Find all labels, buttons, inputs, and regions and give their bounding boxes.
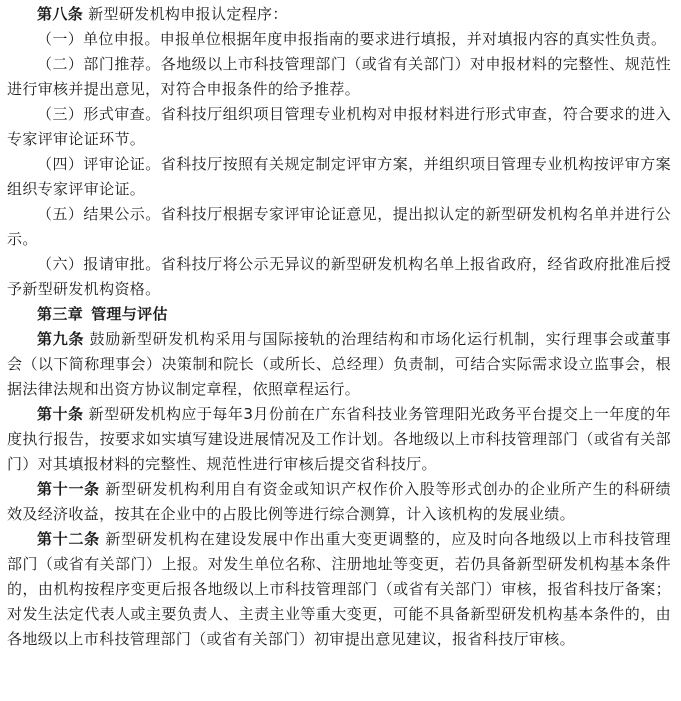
- article-text: 新型研发机构在建设发展中作出重大变更调整的，应及时向各地级以上市科技管理部门（或省有关部门）上报。对发生单位名称、注册地址等变更，若仍具备新型研发机构基本条件的，由机构按程序变更后报各地级以上市科技管理部门（或省有关部门）审核，报省科技厅备案；对发生法定代表人或主要负责人、主责主业等重大变更，可能不具备新型研发机构基本条件的，由各地级以上市科技管理部门（或省有关部门）初审提出意见建议，报省科技厅审核。: [7, 530, 671, 648]
- article-12: [7, 527, 671, 652]
- article-text: 新型研发机构应于每年3月份前在广东省科技业务管理阳光政务平台提交上一年度的年度执行报告，按要求如实填写建设进展情况及工作计划。各地级以上市科技管理部门（或省有关部门）对其填报材料的完整性、规范性进行审核后提交省科技厅。: [7, 405, 671, 473]
- chapter-label: 第三章: [37, 305, 84, 323]
- article-label: 第十一条: [37, 480, 100, 498]
- item-1: （一）单位申报。申报单位根据年度申报指南的要求进行填报，并对填报内容的真实性负责。: [37, 30, 667, 48]
- chapter-title: 管理与评估: [91, 305, 168, 323]
- article-text: 新型研发机构申报认定程序：: [83, 5, 288, 23]
- item-6: （六）报请审批。省科技厅将公示无异议的新型研发机构名单上报省政府，经省政府批准后授予新型研发机构资格。: [7, 255, 671, 298]
- article-11: [7, 477, 671, 527]
- chapter-heading: [7, 302, 671, 327]
- article-10: [7, 402, 671, 477]
- article-label: 第十二条: [37, 530, 100, 548]
- article-text: 鼓励新型研发机构采用与国际接轨的治理结构和市场化运行机制，实行理事会或董事会（以下简称理事会）决策制和院长（或所长、总经理）负责制，可结合实际需求设立监事会，根据法律法规和出资方协议制定章程，依照章程运行。: [7, 330, 671, 398]
- item-5: （五）结果公示。省科技厅根据专家评审论证意见，提出拟认定的新型研发机构名单并进行公示。: [7, 205, 671, 248]
- item-2: （二）部门推荐。各地级以上市科技管理部门（或省有关部门）对申报材料的完整性、规范性进行审核并提出意见，对符合申报条件的给予推荐。: [7, 55, 671, 98]
- item-4: （四）评审论证。省科技厅按照有关规定制定评审方案，并组织项目管理专业机构按评审方案组织专家评审论证。: [7, 155, 671, 198]
- article-label: 第八条: [37, 5, 84, 23]
- article-label: 第十条: [37, 405, 84, 423]
- article-label: 第九条: [37, 330, 85, 348]
- article-9: [7, 327, 671, 402]
- article-8: [7, 2, 671, 27]
- item-3: （三）形式审查。省科技厅组织项目管理专业机构对申报材料进行形式审查，符合要求的进入专家评审论证环节。: [7, 105, 671, 148]
- article-text: 新型研发机构利用自有资金或知识产权作价入股等形式创办的企业所产生的科研绩效及经济收益，按其在企业中的占股比例等进行综合测算，计入该机构的发展业绩。: [7, 480, 671, 523]
